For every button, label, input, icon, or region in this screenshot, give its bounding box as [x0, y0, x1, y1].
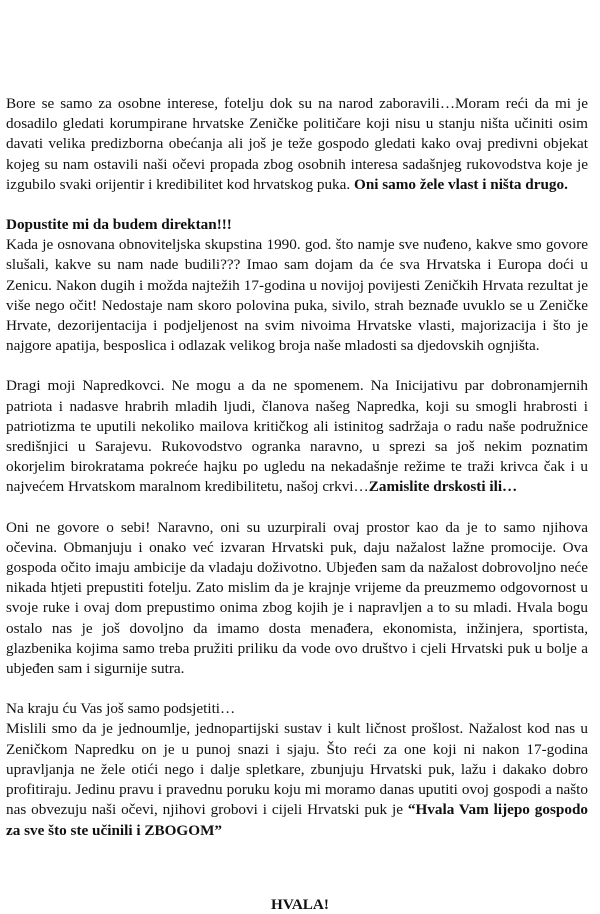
paragraph-conclusion	[6, 719, 588, 840]
paragraph-conclusion-intro: Na kraju ću Vas još samo podsjetiti…	[6, 700, 236, 718]
paragraph-conclusion-text: Mislili smo da je jednoumlje, jednopartijski sustav i kult ličnost prošlost. Nažalost kod nas u Zeničkom Napredku on je u punoj snazi i sjaju. Što reći za one koji ni nakon 17-godina upravljanja ne žele otići nego i dalje spletkare, zbunjuju Hrvatski puk, lažu i dakako dobro profitiraju. Jedinu pravu i pravednu poruku koju mi moramo danas uputiti ovoj gospodi a našto nas obvezuju naši očevi, njihovi grobovi i cijeli Hrvatski puk je	[6, 720, 588, 819]
paragraph-napredkovci-text: Dragi moji Napredkovci. Ne mogu a da ne spomenem. Na Inicijativu par dobronamjernih patriota i nadasve hrabrih mladih ljudi, članova našeg Napredka, koji su smogli hrabrosti i patriotizma te uputili nekoliko mailova kritičkog ali istinitog sadržaja o radu naše podružnice središnjici u Sarajevu. Rukovodstvo ogranka naravno, u sprezi sa još nekim poznatim okorjelim birokratama pokreće hajku po ugledu na nekadašnje režime te traži krivca čak i u najvećem Hrvatskom maralnom kredibilitetu, našoj crkvi…	[6, 377, 588, 496]
closing-thanks: HVALA!	[271, 896, 329, 913]
paragraph-leaders: Oni ne govore o sebi! Naravno, oni su uzurpirali ovaj prostor kao da je to samo njihova očevina. Obmanjuju i onako već izvaran Hrvatski puk, daju nažalost lažne promocije. Ova gospoda očito imaju ambicije da vladaju doživotno. Ubjeđen sam da nažalost dobrovoljno neće nikada htjeti prepustiti fotelju. Zato mislim da je krajnje vrijeme da preuzmemo odgovornost u svoje ruke i ovaj dom prepustimo onima zbog kojih je i napravljen a to su mladi. Hvala bogu ostalo nas je još dovoljno da imamo dosta menađera, ekonomista, inžinjera, sportista, glazbenika kojima samo treba pružiti priliku da vode ovo društvo i cjeli Hrvatski puk u bolje a ubjeđen sam i sigurnije sutra.	[6, 518, 588, 678]
paragraph-napredkovci-bold: Zamislite drskosti ili…	[368, 478, 518, 496]
paragraph-napredkovci	[6, 376, 588, 497]
section-heading: Dopustite mi da budem direktan!!!	[6, 216, 232, 234]
paragraph-conclusion-bold: “Hvala Vam lijepo gospodo za sve što ste učinili i ZBOGOM”	[6, 801, 588, 839]
paragraph-intro-bold: Oni samo žele vlast i ništa drugo.	[354, 175, 568, 193]
paragraph-intro-text: Bore se samo za osobne interese, fotelju dok su na narod zaboravili…Moram reći da mi je dosadilo gledati korumpirane hrvatske Zeničke političare koji nisu u stanju ništa učiniti osim davati velika predizborna obećanja ali još je teže gospodo gledati kako ovaj predivni objekat kojeg su nam ostavili naši očevi propada zbog osobnih interesa sadašnjeg rukovodstva koje je izgubilo svaki orijentir i kredibilitet kod hrvatskog puka.	[6, 95, 588, 193]
paragraph-founding: Kada je osnovana obnoviteljska skupstina 1990. god. što namje sve nuđeno, kakve smo govore slušali, kakve su nam nade budili??? Imao sam dojam da će sva Hrvatska i Europa doći u Zenicu. Nakon dugih i možda najtežih 17-godina u novijoj povijesti Zeničkih Hrvata rezultat je više nego očit! Nedostaje nam skoro polovina puka, sivilo, strah beznađe uvuklo se u Zeničke Hrvate, dezorijentacija i podjeljenost na svim nivoima Hrvatske vlasti, majorizacija i što je najgore apatija, besposlica i odlazak velikog broja naše mladosti sa djedovskih ognjišta.	[6, 236, 588, 355]
paragraph-intro	[6, 94, 588, 195]
